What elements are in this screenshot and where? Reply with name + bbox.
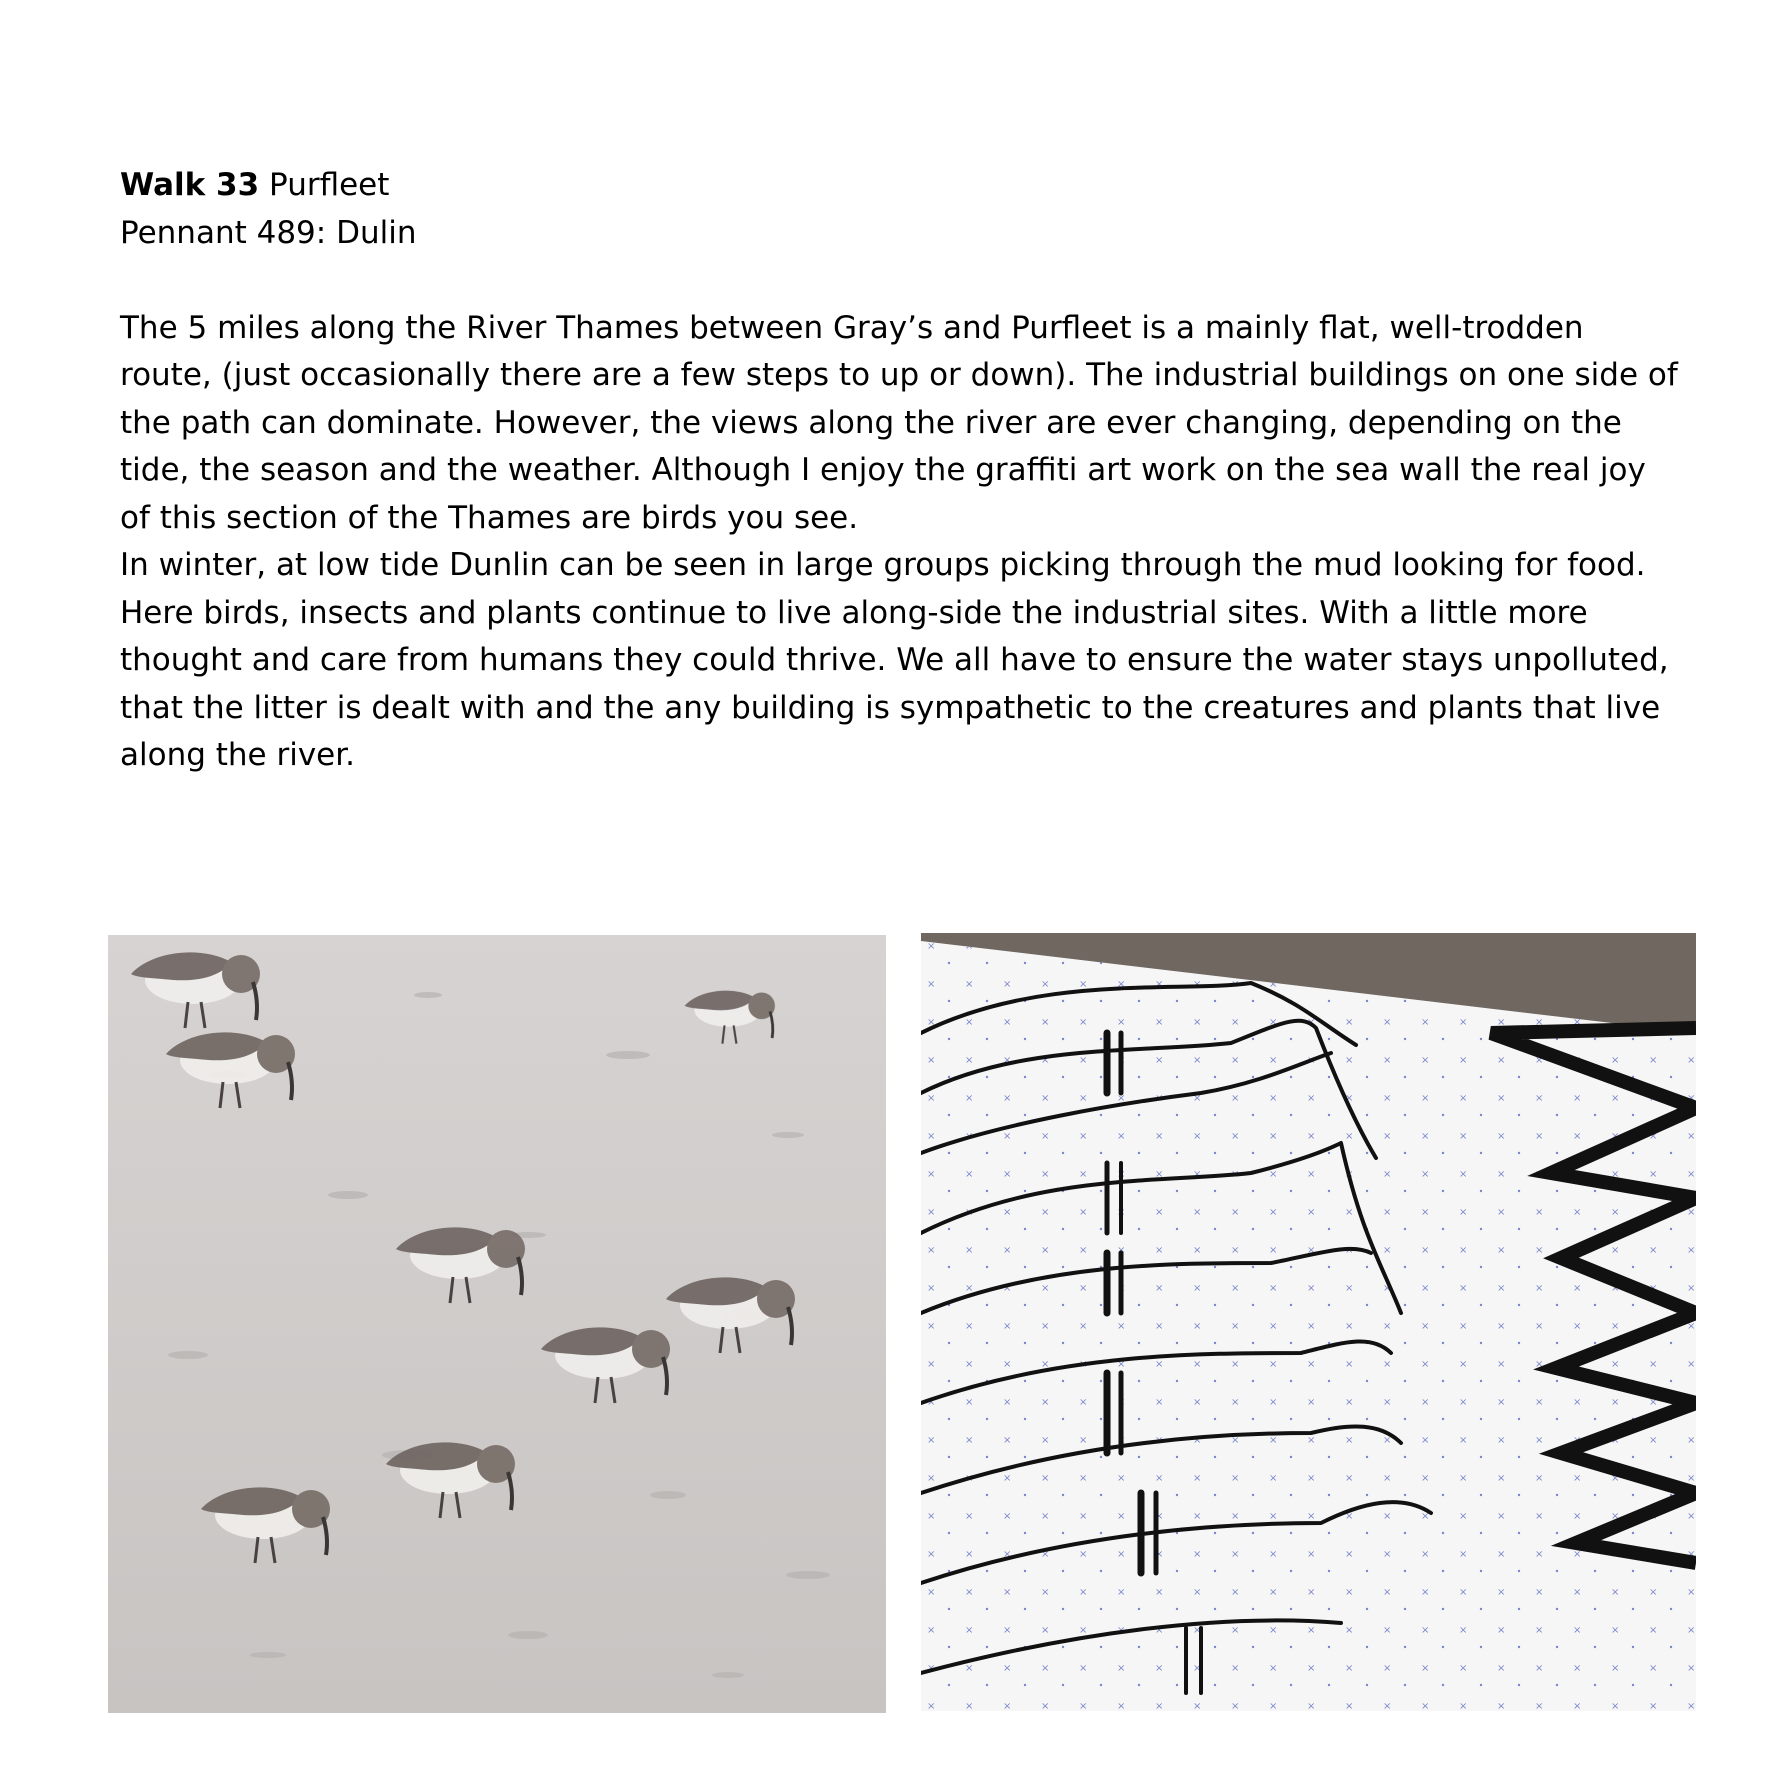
paragraph-conservation: Here birds, insects and plants continue to live along-side the industrial sites. With a little more thought and care from humans they could thrive. We all have to ensure the water stays unpolluted, that the litter is dealt with and the any building is sympathetic to the creatures and plants that live along the river. xyxy=(120,594,1669,773)
dunlin-photo xyxy=(108,935,886,1713)
walk-text xyxy=(120,162,1680,780)
paragraph-winter: In winter, at low tide Dunlin can be seen in large groups picking through the mud looking for food. xyxy=(120,547,1646,583)
paragraph-intro: The 5 miles along the River Thames between Gray’s and Purfleet is a mainly flat, well-trodden route, (just occasionally there are a few steps to up or down). The industrial buildings on one side of the path can dominate. However, the views along the river are ever changing, depending on the tide, the season and the weather. Although I enjoy the graffiti art work on the sea wall the real joy of this section of the Thames are birds you see. xyxy=(120,309,1678,536)
walk-title xyxy=(120,162,1680,210)
walk-place: Purfleet xyxy=(269,167,390,203)
bird-drawing-photo xyxy=(921,933,1696,1711)
pennant-line: Pennant 489: Dulin xyxy=(120,214,417,251)
walk-number: Walk 33 xyxy=(120,167,260,203)
